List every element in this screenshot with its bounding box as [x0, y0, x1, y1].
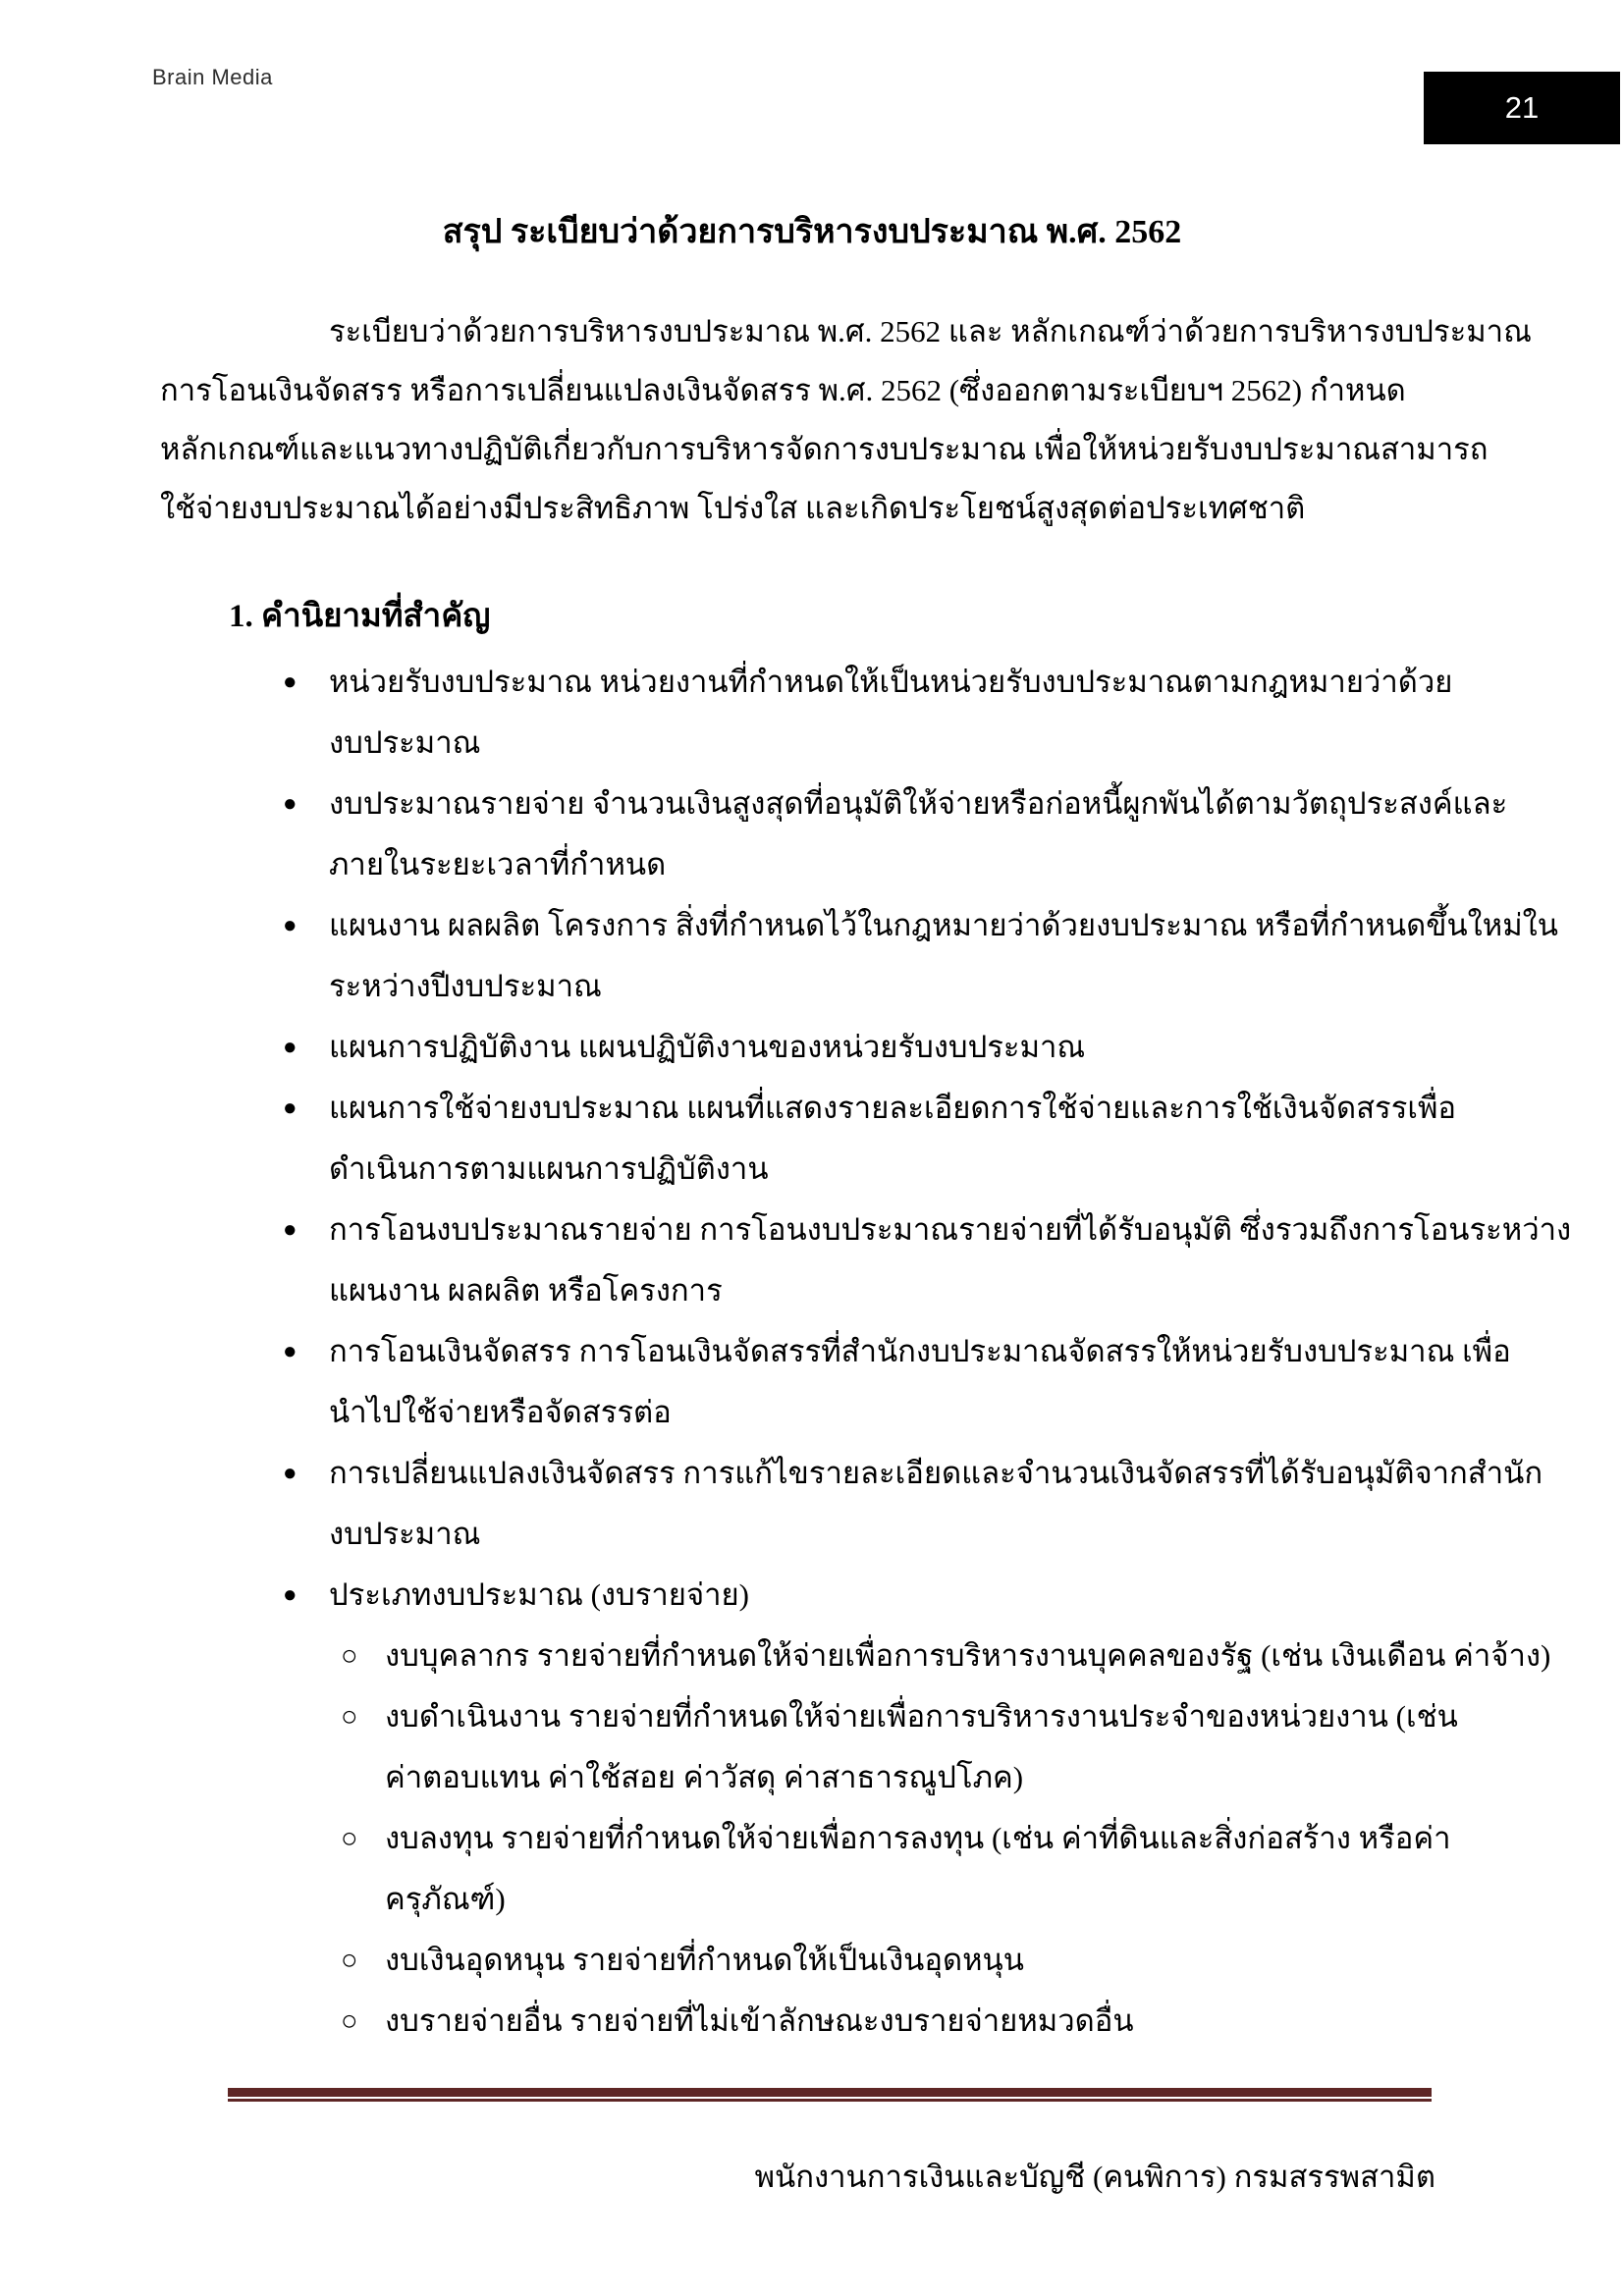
footer-text: พนักงานการเงินและบัญชี (คนพิการ) กรมสรรพสามิต	[754, 2160, 1435, 2194]
filled-bullet-icon: ●	[283, 791, 298, 817]
sub-definition-item	[0, 1808, 1624, 1930]
item-line: งบประมาณรายจ่าย จำนวนเงินสูงสุดที่อนุมัติให้จ่ายหรือก่อหนี้ผูกพันได้ตามวัตถุประสงค์และ	[329, 786, 1508, 821]
intro-line: ใช้จ่ายงบประมาณได้อย่างมีประสิทธิภาพ โปร่งใส และเกิดประโยชน์สูงสุดต่อประเทศชาติ	[160, 491, 1306, 525]
sub-definition-item	[0, 1991, 1624, 2052]
filled-bullet-icon: ●	[283, 669, 298, 695]
open-bullet-icon: ○	[341, 1701, 358, 1733]
item-line: งบประมาณ	[329, 725, 481, 760]
item-line: งบบุคลากร รายจ่ายที่กำหนดให้จ่ายเพื่อการบริหารงานบุคคลของรัฐ (เช่น เงินเดือน ค่าจ้าง)	[385, 1638, 1551, 1673]
sub-definition-item	[0, 1626, 1624, 1686]
item-line: การโอนงบประมาณรายจ่าย การโอนงบประมาณรายจ่ายที่ได้รับอนุมัติ ซึ่งรวมถึงการโอนระหว่าง	[329, 1212, 1572, 1247]
intro-line: หลักเกณฑ์และแนวทางปฏิบัติเกี่ยวกับการบริหารจัดการงบประมาณ เพื่อให้หน่วยรับงบประมาณสามารถ	[160, 432, 1489, 466]
filled-bullet-icon: ●	[283, 1582, 298, 1608]
intro-line: ระเบียบว่าด้วยการบริหารงบประมาณ พ.ศ. 2562 และ หลักเกณฑ์ว่าด้วยการบริหารงบประมาณ	[329, 314, 1532, 348]
item-line: ค่าตอบแทน ค่าใช้สอย ค่าวัสดุ ค่าสาธารณูปโภค)	[385, 1760, 1024, 1794]
item-line: แผนการปฏิบัติงาน แผนปฏิบัติงานของหน่วยรับงบประมาณ	[329, 1030, 1086, 1064]
page-title: สรุป ระเบียบว่าด้วยการบริหารงบประมาณ พ.ศ. 2562	[442, 214, 1182, 250]
definition-item	[0, 774, 1624, 895]
page-number: 21	[1504, 90, 1540, 125]
definition-item	[0, 895, 1624, 1017]
section-heading: 1. คำนิยามที่สำคัญ	[229, 599, 491, 634]
definition-item	[0, 1017, 1624, 1078]
filled-bullet-icon: ●	[283, 1339, 298, 1364]
definition-item	[0, 1078, 1624, 1200]
filled-bullet-icon: ●	[283, 913, 298, 938]
open-bullet-icon: ○	[341, 1945, 358, 1976]
item-line: แผนงาน ผลผลิต หรือโครงการ	[329, 1273, 723, 1308]
footer-rule	[228, 2088, 1432, 2102]
item-line: แผนงาน ผลผลิต โครงการ สิ่งที่กำหนดไว้ในกฎหมายว่าด้วยงบประมาณ หรือที่กำหนดขึ้นใหม่ใน	[329, 908, 1559, 942]
item-line: งบลงทุน รายจ่ายที่กำหนดให้จ่ายเพื่อการลงทุน (เช่น ค่าที่ดินและสิ่งก่อสร้าง หรือค่า	[385, 1821, 1451, 1855]
open-bullet-icon: ○	[341, 1823, 358, 1854]
open-bullet-icon: ○	[341, 1640, 358, 1672]
item-line: หน่วยรับงบประมาณ หน่วยงานที่กำหนดให้เป็นหน่วยรับงบประมาณตามกฎหมายว่าด้วย	[329, 665, 1453, 699]
item-line: งบดำเนินงาน รายจ่ายที่กำหนดให้จ่ายเพื่อการบริหารงานประจำของหน่วยงาน (เช่น	[385, 1699, 1458, 1734]
item-line: ภายในระยะเวลาที่กำหนด	[329, 847, 667, 881]
filled-bullet-icon: ●	[283, 1461, 298, 1486]
definition-item	[0, 1565, 1624, 1626]
sub-definition-item	[0, 1686, 1624, 1808]
item-line: ประเภทงบประมาณ (งบรายจ่าย)	[329, 1577, 750, 1612]
item-line: การเปลี่ยนแปลงเงินจัดสรร การแก้ไขรายละเอียดและจำนวนเงินจัดสรรที่ได้รับอนุมัติจากสำนัก	[329, 1456, 1543, 1490]
item-line: งบประมาณ	[329, 1517, 481, 1551]
intro-line: การโอนเงินจัดสรร หรือการเปลี่ยนแปลงเงินจัดสรร พ.ศ. 2562 (ซึ่งออกตามระเบียบฯ 2562) กำหนด	[160, 373, 1406, 407]
item-line: งบเงินอุดหนุน รายจ่ายที่กำหนดให้เป็นเงินอุดหนุน	[385, 1943, 1024, 1977]
definitions-list	[0, 652, 1624, 2052]
definition-item	[0, 652, 1624, 774]
definition-item	[0, 1321, 1624, 1443]
definition-item	[0, 1200, 1624, 1321]
item-line: การโอนเงินจัดสรร การโอนเงินจัดสรรที่สำนักงบประมาณจัดสรรให้หน่วยรับงบประมาณ เพื่อ	[329, 1334, 1511, 1368]
sub-definition-item	[0, 1930, 1624, 1991]
page-number-badge	[1424, 72, 1620, 144]
item-line: นำไปใช้จ่ายหรือจัดสรรต่อ	[329, 1395, 672, 1429]
filled-bullet-icon: ●	[283, 1035, 298, 1060]
intro-paragraph	[160, 302, 1532, 538]
definition-item	[0, 1443, 1624, 1565]
brand-text: Brain Media	[152, 65, 273, 89]
item-line: ครุภัณฑ์)	[385, 1882, 506, 1916]
open-bullet-icon: ○	[341, 2005, 358, 2037]
item-line: แผนการใช้จ่ายงบประมาณ แผนที่แสดงรายละเอียดการใช้จ่ายและการใช้เงินจัดสรรเพื่อ	[329, 1091, 1456, 1125]
item-line: ระหว่างปีงบประมาณ	[329, 969, 602, 1003]
item-line: ดำเนินการตามแผนการปฏิบัติงาน	[329, 1151, 769, 1186]
filled-bullet-icon: ●	[283, 1095, 298, 1121]
item-line: งบรายจ่ายอื่น รายจ่ายที่ไม่เข้าลักษณะงบรายจ่ายหมวดอื่น	[385, 2003, 1134, 2038]
filled-bullet-icon: ●	[283, 1217, 298, 1243]
